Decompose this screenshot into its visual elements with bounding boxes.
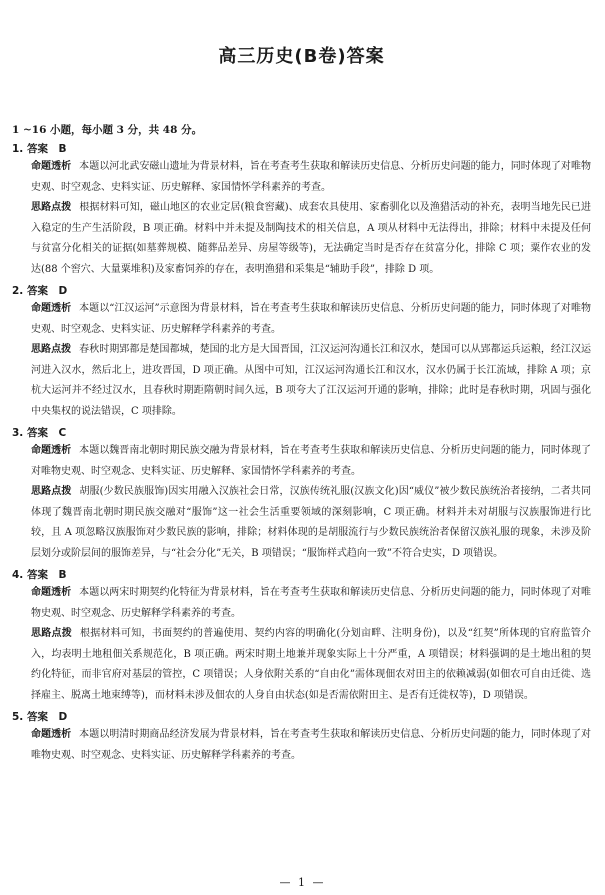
- answer-line: 2. 答案 D: [12, 285, 68, 297]
- analysis-label: 命题透析: [31, 587, 72, 598]
- question-1: [12, 141, 591, 280]
- page-title: 高三历史(B卷)答案: [218, 46, 385, 67]
- hint-text: 春秋时期郢都是楚国都城，楚国的北方是大国晋国，江汉运河沟通长江和汉水，楚国可以从郢都运兵运粮，经江汉运河进入汉水，然后北上，进攻晋国，D 项正确。从图中可知，江汉运河沟通长江和汉水，汉水仍属于长江流域，排除 A 项；京杭大运河并不经过汉水，且春秋时期距隋朝时间久远，B 项夸大了江汉运河开通的影响，排除；此时是春秋时期，巩固与强化中央集权的说法错误，C 项排除。: [31, 344, 592, 417]
- hint-text: 胡服(少数民族服饰)因实用融入汉族社会日常，汉族传统礼服(汉族文化)因“威仪”被少数民族统治者接纳，二者共同体现了魏晋南北朝时期民族交融对“服饰”这一社会生活重要领域的深刻影响，C 项正确。材料并未对胡服与汉族服饰进行比较，且 A 项忽略汉族服饰对少数民族的影响，排除；材料体现的是胡服流行与少数民族统治者保留汉族礼服的现象，未涉及阶层划分或阶层间的服饰差异，与“社会分化”无关，B 项错误；“服饰样式趋向一致”不符合史实，D 项错误。: [31, 486, 591, 559]
- hint-label: 思路点拨: [31, 202, 72, 213]
- answer-line: 4. 答案 B: [12, 569, 67, 581]
- hint-paragraph: [12, 482, 591, 564]
- analysis-label: 命题透析: [31, 729, 72, 740]
- analysis-label: 命题透析: [31, 161, 72, 172]
- analysis-text: 本题以河北武安磁山遗址为背景材料，旨在考查考生获取和解读历史信息、分析历史问题的能力，同时体现了对唯物史观、时空观念、史料实证、历史解释、家国情怀学科素养的考查。: [31, 161, 592, 193]
- hint-label: 思路点拨: [31, 628, 73, 639]
- answer-line: 5. 答案 D: [12, 711, 68, 723]
- page-number: — 1 —: [279, 876, 326, 889]
- analysis-paragraph: [12, 157, 591, 198]
- hint-paragraph: [12, 340, 591, 422]
- analysis-label: 命题透析: [31, 303, 72, 314]
- answer-line: 3. 答案 C: [12, 427, 67, 439]
- analysis-text: 本题以两宋时期契约化特征为背景材料，旨在考查考生获取和解读历史信息、分析历史问题的能力，同时体现了对唯物史观、时空观念、历史解释学科素养的考查。: [31, 587, 592, 619]
- answer-line: 1. 答案 B: [12, 143, 67, 155]
- analysis-paragraph: [12, 299, 591, 340]
- question-2: [12, 283, 591, 422]
- question-5: [12, 709, 591, 766]
- intro-line: 1 ~16 小题，每小题 3 分，共 48 分。: [12, 124, 203, 136]
- hint-paragraph: [12, 624, 591, 706]
- hint-paragraph: [12, 198, 591, 280]
- hint-label: 思路点拨: [31, 486, 72, 497]
- analysis-paragraph: [12, 583, 591, 624]
- analysis-text: 本题以“江汉运河”示意图为背景材料，旨在考查考生获取和解读历史信息、分析历史问题的能力，同时体现了对唯物史观、时空观念、史料实证、历史解释学科素养的考查。: [31, 303, 592, 335]
- analysis-paragraph: [12, 725, 591, 766]
- hint-text: 根据材料可知，磁山地区的农业定居(粮食窖藏)、成套农具使用、家畜驯化以及渔猎活动的补充，表明当地先民已进入稳定的生产生活阶段，B 项正确。材料中并未提及制陶技术的相关信息，A 项从材料中无法得出，排除；材料中未提及任何与贫富分化相关的证据(如墓葬规模、随葬品差异、房屋等级等)，无法确定当时是否存在贫富分化，排除 C 项；粟作农业的发达(88 个窖穴、大量粟堆积)及家畜饲养的存在，表明渔猎和采集是“辅助手段”，排除 D 项。: [31, 202, 591, 275]
- question-4: [12, 567, 591, 706]
- hint-label: 思路点拨: [31, 344, 72, 355]
- question-3: [12, 425, 591, 564]
- analysis-paragraph: [12, 441, 591, 482]
- analysis-text: 本题以明清时期商品经济发展为背景材料，旨在考查考生获取和解读历史信息、分析历史问题的能力，同时体现了对唯物史观、时空观念、史料实证、历史解释学科素养的考查。: [31, 729, 592, 761]
- analysis-label: 命题透析: [31, 445, 72, 456]
- hint-text: 根据材料可知，书面契约的普遍使用、契约内容的明确化(分划亩畔、注明身份)，以及“红契”所体现的官府监管介入，均表明土地租佃关系规范化，B 项正确。两宋时期土地兼并现象实际上十分严重，A 项错误；材料强调的是土地出租的契约化特征，而非官府对基层的管控，C 项错误；人身依附关系的“自由化”需体现佃农对田主的依赖减弱(如佃农可自由迁徙、选择雇主、脱离土地束缚等)，而材料未涉及佃农的人身自由状态(如是否需依附田主、是否有迁徙权等)，D 项错误。: [31, 628, 592, 701]
- analysis-text: 本题以魏晋南北朝时期民族交融为背景材料，旨在考查考生获取和解读历史信息、分析历史问题的能力，同时体现了对唯物史观、时空观念、史料实证、历史解释、家国情怀学科素养的考查。: [31, 445, 592, 477]
